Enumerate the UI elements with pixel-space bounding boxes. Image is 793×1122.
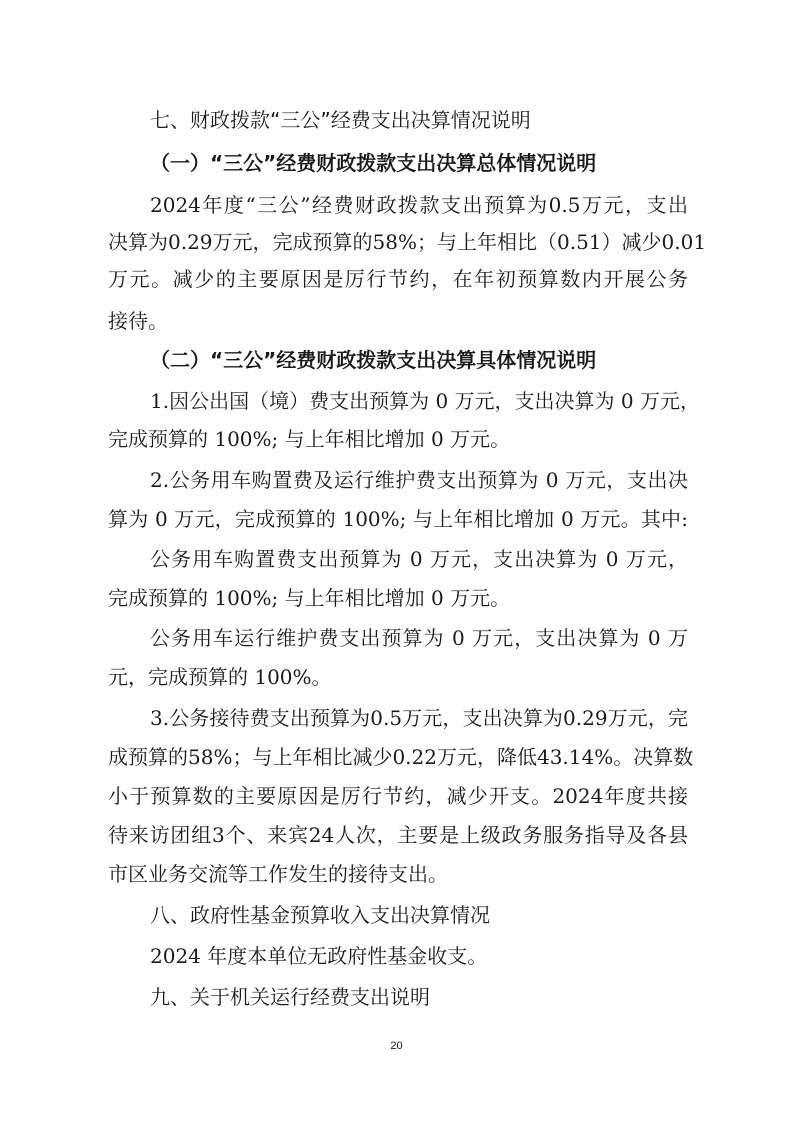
paragraph-line: 1.因公出国（境）费支出预算为 0 万元，支出决算为 0 万元， bbox=[150, 389, 700, 413]
paragraph-line: 2024 年度本单位无政府性基金收支。 bbox=[150, 944, 488, 968]
paragraph-line: 2.公务用车购置费及运行维护费支出预算为 0 万元，支出决 bbox=[150, 468, 688, 492]
section-9-heading: 九、关于机关运行经费支出说明 bbox=[150, 985, 430, 1009]
paragraph-line: 2024年度“三公”经费财政拨款支出预算为0.5万元，支出 bbox=[150, 193, 688, 217]
subsection-1-heading: （一）“三公”经费财政拨款支出决算总体情况说明 bbox=[150, 151, 597, 175]
paragraph-line: 万元。减少的主要原因是厉行节约，在年初预算数内开展公务 bbox=[108, 267, 688, 291]
subsection-2-heading: （二）“三公”经费财政拨款支出决算具体情况说明 bbox=[150, 348, 597, 372]
page-number: 20 bbox=[390, 1040, 403, 1052]
paragraph-line: 3.公务接待费支出预算为0.5万元，支出决算为0.29万元，完 bbox=[150, 706, 688, 730]
paragraph-line: 公务用车购置费支出预算为 0 万元，支出决算为 0 万元， bbox=[150, 547, 688, 571]
paragraph-line: 完成预算的 100%; 与上年相比增加 0 万元。 bbox=[108, 586, 511, 610]
paragraph-line: 接待。 bbox=[108, 309, 168, 333]
paragraph-line: 成预算的58%；与上年相比减少0.22万元，降低43.14%。决算数 bbox=[108, 745, 694, 769]
paragraph-line: 市区业务交流等工作发生的接待支出。 bbox=[108, 862, 448, 886]
paragraph-line: 元，完成预算的 100%。 bbox=[108, 665, 332, 689]
paragraph-line: 算为 0 万元，完成预算的 100%; 与上年相比增加 0 万元。其中: bbox=[108, 507, 688, 531]
paragraph-line: 决算为0.29万元，完成预算的58%；与上年相比（0.51）减少0.01 bbox=[108, 230, 707, 254]
paragraph-line: 小于预算数的主要原因是厉行节约，减少开支。2024年度共接 bbox=[108, 784, 688, 808]
paragraph-line: 公务用车运行维护费支出预算为 0 万元，支出决算为 0 万 bbox=[150, 626, 688, 650]
paragraph-line: 完成预算的 100%; 与上年相比增加 0 万元。 bbox=[108, 427, 511, 451]
paragraph-line: 待来访团组3个、来宾24人次，主要是上级政务服务指导及各县 bbox=[108, 823, 688, 847]
section-7-heading: 七、财政拨款“三公”经费支出决算情况说明 bbox=[150, 108, 531, 132]
section-8-heading: 八、政府性基金预算收入支出决算情况 bbox=[150, 903, 490, 927]
